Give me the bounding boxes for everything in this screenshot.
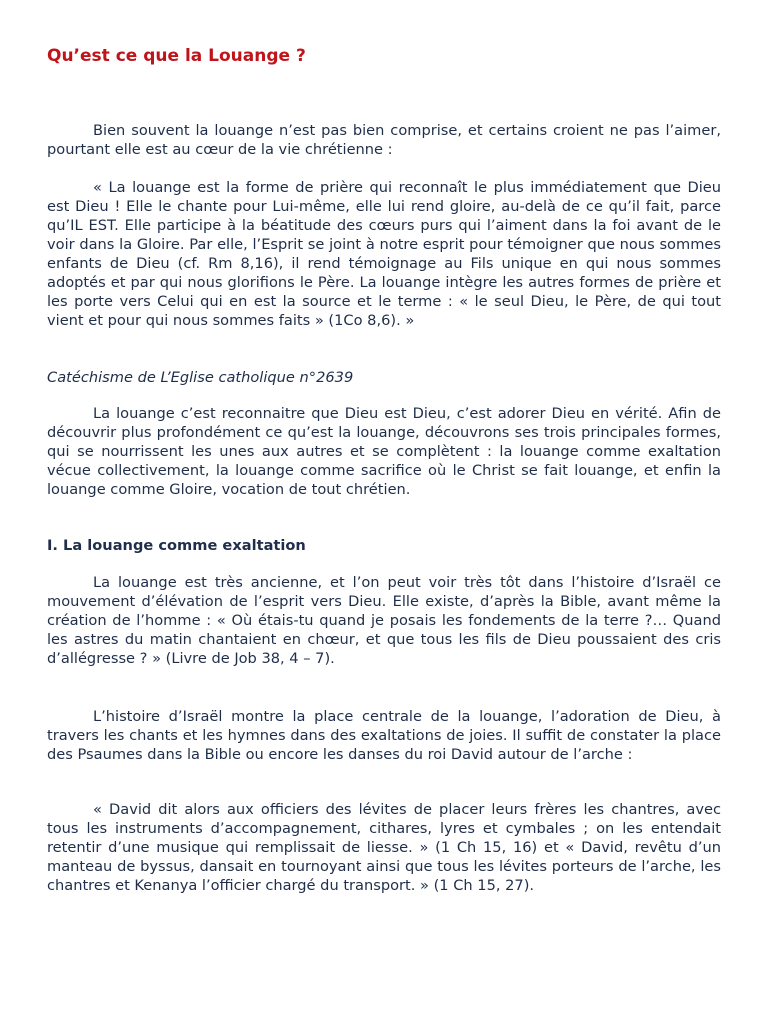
paragraph-ancient: La louange est très ancienne, et l’on peut voir très tôt dans l’histoire d’Israël ce mouvement d’élévation de l’esprit vers Dieu. Elle existe, d’après la Bible, avant même la création de l’homme : « Où étais-tu quand je posais les fondements de la terre ?… Quand les astres du matin chantaient en chœur, et que tous les fils de Dieu poussaient des cris d’allégresse ? » (Livre de Job 38, 4 – 7).: [47, 574, 721, 667]
paragraph-forms: La louange c’est reconnaitre que Dieu est Dieu, c’est adorer Dieu en vérité. Afin de découvrir plus profondément ce qu’est la louange, découvrons ses trois principales formes, qui se nourrissent les unes aux autres et se complètent : la louange comme exaltation vécue collectivement, la louange comme sacrifice où le Christ se fait louange, et enfin la louange comme Gloire, vocation de tout chrétien.: [47, 405, 721, 498]
citation: Catéchisme de L’Eglise catholique n°2639: [47, 369, 354, 386]
page-title: Qu’est ce que la Louange ?: [47, 46, 306, 66]
catechism-quote: « La louange est la forme de prière qui reconnaît le plus immédiatement que Dieu est Dieu ! Elle le chante pour Lui-même, elle lui rend gloire, au-delà de ce qu’il fait, parce qu’IL EST. Elle participe à la béatitude des cœurs purs qui l’aiment dans la foi avant de le voir dans la Gloire. Par elle, l’Esprit se joint à notre esprit pour témoigner que nous sommes enfants de Dieu (cf. Rm 8,16), il rend témoignage au Fils unique en qui nous sommes adoptés et par qui nous glorifions le Père. La louange intègre les autres formes de prière et les porte vers Celui qui en est la source et le terme : « le seul Dieu, le Père, de qui tout vient et pour qui nous sommes faits » (1Co 8,6). »: [47, 179, 721, 329]
intro-paragraph: Bien souvent la louange n’est pas bien comprise, et certains croient ne pas l’aimer, pourtant elle est au cœur de la vie chrétienne :: [47, 122, 721, 158]
section-heading: I. La louange comme exaltation: [47, 537, 306, 554]
paragraph-israel: L’histoire d’Israël montre la place centrale de la louange, l’adoration de Dieu, à travers les chants et les hymnes dans des exaltations de joies. Il suffit de constater la place des Psaumes dans la Bible ou encore les danses du roi David autour de l’arche :: [47, 708, 721, 763]
chronicles-quote: « David dit alors aux officiers des lévites de placer leurs frères les chantres, avec tous les instruments d’accompagnement, cithares, lyres et cymbales ; on les entendait retentir d’une musique qui remplissait de liesse. » (1 Ch 15, 16) et « David, revêtu d’un manteau de byssus, dansait en tournoyant ainsi que tous les lévites porteurs de l’arche, les chantres et Kenanya l’officier chargé du transport. » (1 Ch 15, 27).: [47, 801, 721, 894]
